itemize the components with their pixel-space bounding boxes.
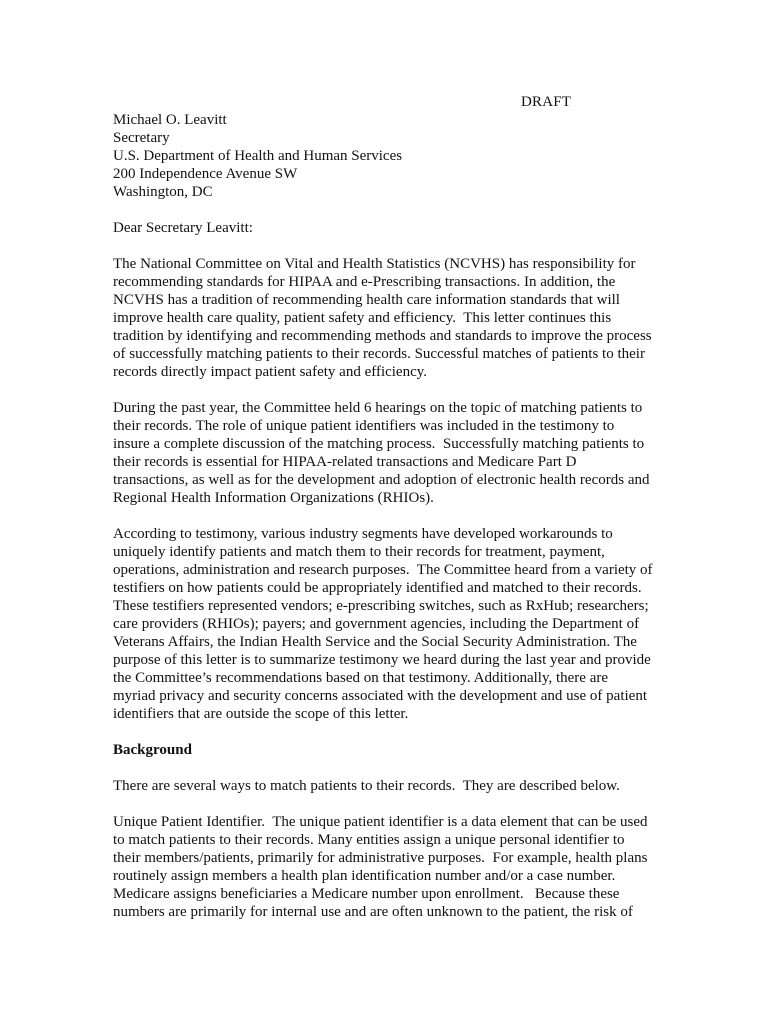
paragraph-line: records directly impact patient safety and efficiency. [113,364,428,380]
paragraph-line: purpose of this letter is to summarize testimony we heard during the last year and provide [113,652,651,668]
salutation: Dear Secretary Leavitt: [113,220,253,236]
paragraph-line: tradition by identifying and recommending methods and standards to improve the process [113,328,652,344]
paragraph-line: Unique Patient Identifier. The unique patient identifier is a data element that can be used [113,814,648,830]
paragraph-line: the Committee’s recommendations based on that testimony. Additionally, there are [113,670,609,686]
spacer [113,237,673,255]
paragraph-line: of successfully matching patients to their records. Successful matches of patients to their [113,346,645,362]
letter-body [113,111,673,921]
paragraph-line: their records. The role of unique patient identifiers was included in the testimony to [113,418,615,434]
paragraph-line: These testifiers represented vendors; e-prescribing switches, such as RxHub; researchers; [113,598,649,614]
paragraph-line: numbers are primarily for internal use and are often unknown to the patient, the risk of [113,904,633,920]
paragraph-unique-identifier [113,813,673,921]
paragraph-line: There are several ways to match patients to their records. They are described below. [113,778,620,794]
spacer [113,723,673,741]
paragraph-line: insure a complete discussion of the matching process. Successfully matching patients to [113,436,645,452]
paragraph-line: According to testimony, various industry segments have developed workarounds to [113,526,613,542]
spacer [113,201,673,219]
spacer [113,759,673,777]
paragraph-line: Regional Health Information Organizations (RHIOs). [113,490,434,506]
paragraph-matching-ways [113,777,673,795]
paragraph-line: identifiers that are outside the scope of this letter. [113,706,409,722]
section-heading-background: Background [113,742,192,758]
spacer [113,507,673,525]
paragraph-line: to match patients to their records. Many entities assign a unique personal identifier to [113,832,625,848]
paragraph-line: operations, administration and research purposes. The Committee heard from a variety of [113,562,653,578]
paragraph-testimony [113,525,673,723]
paragraph-intro [113,255,673,381]
paragraph-line: During the past year, the Committee held 6 hearings on the topic of matching patients to [113,400,643,416]
paragraph-hearings [113,399,673,507]
spacer [113,795,673,813]
paragraph-line: their records is essential for HIPAA-related transactions and Medicare Part D [113,454,577,470]
paragraph-line: Veterans Affairs, the Indian Health Service and the Social Security Administration. The [113,634,637,650]
paragraph-line: myriad privacy and security concerns associated with the development and use of patient [113,688,647,704]
paragraph-line: The National Committee on Vital and Health Statistics (NCVHS) has responsibility for [113,256,636,272]
paragraph-line: their members/patients, primarily for administrative purposes. For example, health plans [113,850,648,866]
paragraph-line: care providers (RHIOs); payers; and government agencies, including the Department of [113,616,640,632]
paragraph-line: recommending standards for HIPAA and e-Prescribing transactions. In addition, the [113,274,616,290]
paragraph-line: NCVHS has a tradition of recommending health care information standards that will [113,292,620,308]
paragraph-line: improve health care quality, patient safety and efficiency. This letter continues this [113,310,612,326]
paragraph-line: routinely assign members a health plan identification number and/or a case number. [113,868,616,884]
address-line: 200 Independence Avenue SW [113,166,298,182]
recipient-address [113,111,673,201]
draft-label: DRAFT [521,94,572,110]
paragraph-line: uniquely identify patients and match them to their records for treatment, payment, [113,544,605,560]
paragraph-line: Medicare assigns beneficiaries a Medicare number upon enrollment. Because these [113,886,620,902]
address-line: Secretary [113,130,170,146]
address-line: Washington, DC [113,184,213,200]
spacer [113,381,673,399]
paragraph-line: testifiers on how patients could be appropriately identified and matched to their records. [113,580,642,596]
address-line: Michael O. Leavitt [113,112,227,128]
address-line: U.S. Department of Health and Human Services [113,148,403,164]
paragraph-line: transactions, as well as for the development and adoption of electronic health records and [113,472,650,488]
